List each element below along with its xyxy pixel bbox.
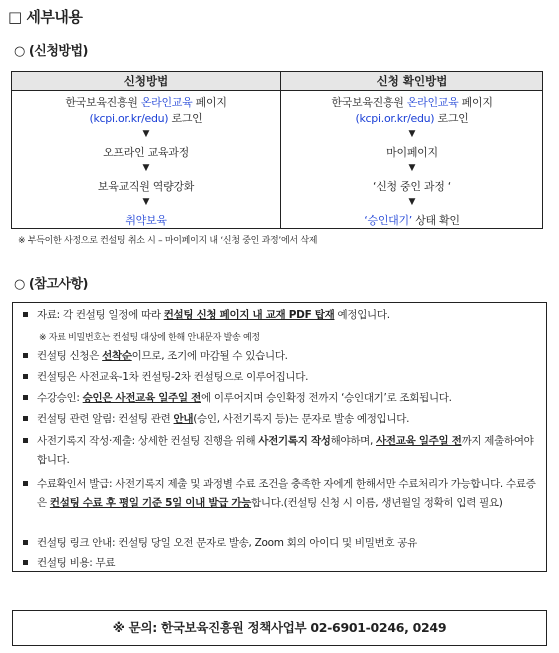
bullet-icon (23, 560, 28, 565)
bullet-icon (23, 481, 28, 486)
apply-step-2: 오프라인 교육과정 (103, 146, 189, 159)
down-arrow-icon: ▼ (408, 197, 416, 207)
down-arrow-icon: ▼ (142, 129, 150, 139)
check-step-2: 마이페이지 (386, 146, 438, 159)
apply-flow-table (11, 71, 543, 229)
list-item: 컨설팅 비용: 무료 (23, 554, 538, 573)
apply-step-3: 보육교직원 역량강화 (97, 180, 195, 193)
bullet-icon (23, 540, 28, 545)
apply-step-4[interactable]: 취약보육 (125, 214, 167, 227)
list-item: 자료: 각 컨설팅 일정에 따라 컨설팅 신청 페이지 내 교재 PDF 탑재 예정입니다. (23, 306, 538, 325)
section-apply-heading: ○ (신청방법) (14, 44, 88, 59)
page-title: □ 세부내용 (8, 8, 83, 26)
list-item: 컨설팅은 사전교육-1차 컨설팅-2차 컨설팅으로 이루어집니다. (23, 368, 538, 387)
contact-box: ※ 문의: 한국보육진흥원 정책사업부 02-6901-0246, 0249 (12, 610, 547, 646)
bullet-icon (23, 312, 28, 317)
bullet-icon (23, 374, 28, 379)
online-edu-link[interactable]: 온라인교육 (406, 96, 459, 109)
bullet-icon (23, 353, 28, 358)
check-method-column (281, 72, 543, 228)
down-arrow-icon: ▼ (142, 197, 150, 207)
check-step-1: 한국보육진흥원 온라인교육 페이지 (331, 96, 493, 109)
list-item: 컨설팅 신청은 선착순이므로, 조기에 마감될 수 있습니다. (23, 347, 538, 366)
cancel-note: ※ 부득이한 사정으로 컨설팅 취소 시 – 마이페이지 내 ‘신청 중인 과정’에서 삭제 (18, 236, 318, 246)
check-step-1-url: (kcpi.or.kr/edu) 로그인 (355, 112, 469, 125)
list-item: 사전기록지 작성·제출: 상세한 컨설팅 진행을 위해 사전기록지 작성해야하며, 사전교육 일주일 전까지 제출하여야 합니다. (23, 432, 538, 470)
list-item: 컨설팅 링크 안내: 컨설팅 당일 오전 문자로 발송, Zoom 회의 아이디 및 비밀번호 공유 (23, 534, 538, 553)
section-ref-heading: ○ (참고사항) (14, 277, 88, 292)
apply-step-1: 한국보육진흥원 온라인교육 페이지 (65, 96, 227, 109)
pending-status-text: ‘승인대기’ (364, 214, 412, 227)
down-arrow-icon: ▼ (142, 163, 150, 173)
online-edu-link[interactable]: 온라인교육 (140, 96, 193, 109)
list-item: 수료확인서 발급: 사전기록지 제출 및 과정별 수료 조건을 충족한 자에게 한해서만 수료처리가 가능합니다. 수료증은 컨설팅 수료 후 평일 기준 5일 이내 발급 가능합니다.(컨설팅 신청 시 이름, 생년월일 정확히 입력 필요) (23, 475, 538, 513)
list-subnote: ※ 자료 비밀번호는 컨설팅 대상에 한해 안내문자 발송 예정 (39, 333, 260, 343)
check-step-4: ‘승인대기’ 상태 확인 (364, 214, 460, 227)
list-item: 수강승인: 승인은 사전교육 일주일 전에 이루어지며 승인확정 전까지 ‘승인대기’로 조회됩니다. (23, 389, 538, 408)
bullet-icon (23, 416, 28, 421)
down-arrow-icon: ▼ (408, 163, 416, 173)
kcpi-url-link[interactable]: (kcpi.or.kr/edu) (355, 112, 435, 125)
bullet-icon (23, 395, 28, 400)
list-item: 컨설팅 관련 알림: 컨설팅 관련 안내(승인, 사전기록지 등)는 문자로 발송 예정입니다. (23, 410, 538, 429)
apply-step-1-url: (kcpi.or.kr/edu) 로그인 (89, 112, 203, 125)
kcpi-url-link[interactable]: (kcpi.or.kr/edu) (89, 112, 169, 125)
apply-method-column (12, 72, 280, 228)
check-step-3: ‘신청 중인 과정 ‘ (373, 180, 451, 193)
apply-method-header: 신청방법 (123, 74, 169, 88)
check-method-header: 신청 확인방법 (376, 74, 448, 88)
reference-notes-box (12, 302, 547, 572)
bullet-icon (23, 438, 28, 443)
down-arrow-icon: ▼ (408, 129, 416, 139)
